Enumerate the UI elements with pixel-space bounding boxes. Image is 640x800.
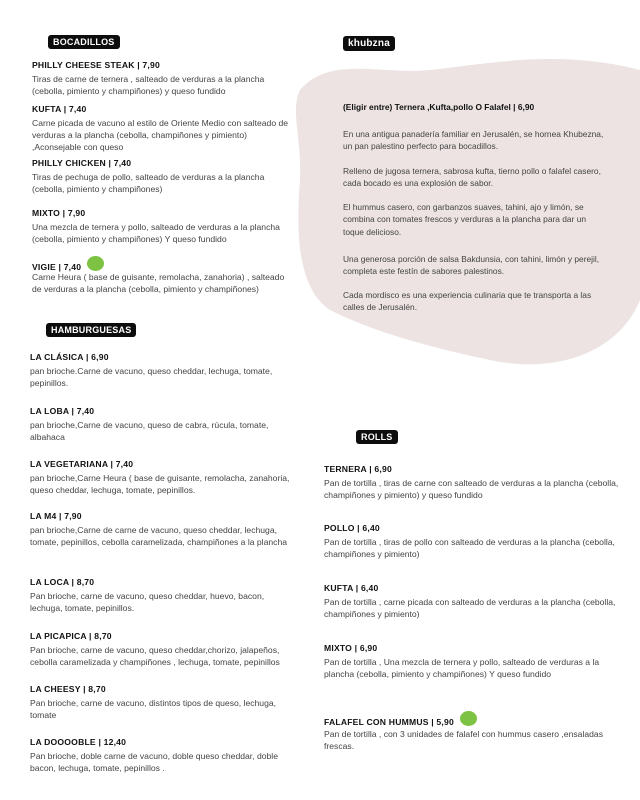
- menu-item-description: pan brioche,Carne Heura ( base de guisante, remolacha, zanahoria, queso cheddar, lechuga, tomate, pepinillos.: [30, 473, 290, 496]
- menu-item: [30, 630, 292, 668]
- menu-item-title-text: LA LOCA | 8,70: [30, 577, 95, 587]
- menu-item-title: [30, 458, 292, 470]
- menu-item-description: Pan de tortilla , tiras de carne con salteado de verduras a la plancha (cebolla, champiñones y pimiento) y queso fundido: [324, 478, 619, 501]
- menu-item: [30, 458, 292, 496]
- menu-item-description: Tiras de carne de ternera , salteado de verduras a la plancha (cebolla, pimiento y champiñones) y queso fundido: [32, 74, 265, 97]
- menu-item-description: Pan brioche, carne de vacuno, queso cheddar, huevo, bacon, lechuga, tomate, pepinillos.: [30, 591, 265, 614]
- menu-item: [32, 59, 294, 97]
- menu-item-title-text: LA VEGETARIANA | 7,40: [30, 459, 134, 469]
- menu-item: [324, 463, 624, 501]
- menu-item-description: Una mezcla de ternera y pollo, salteado de verduras a la plancha (cebolla, pimiento y champiñones) Y queso fundido: [32, 222, 280, 245]
- menu-item-title: [324, 642, 624, 654]
- menu-item-title-text: MIXTO | 6,90: [324, 643, 378, 653]
- menu-item-title-text: LA PICAPICA | 8,70: [30, 631, 112, 641]
- vegan-badge-icon: [460, 711, 477, 726]
- menu-item: [32, 207, 294, 245]
- menu-item-title-text: LA CLÁSICA | 6,90: [30, 352, 109, 362]
- menu-item: [32, 103, 294, 154]
- khubzna-paragraph: Relleno de jugosa ternera, sabrosa kufta, tierno pollo o falafel casero, cada bocado es una explosión de sabor.: [343, 166, 601, 189]
- menu-item-title: [324, 463, 624, 475]
- menu-item-title-text: POLLO | 6,40: [324, 523, 380, 533]
- menu-item: [32, 260, 294, 295]
- section-badge-rolls: ROLLS: [356, 430, 398, 444]
- menu-item-title-text: LA M4 | 7,90: [30, 511, 82, 521]
- menu-item-title-text: KUFTA | 7,40: [32, 104, 87, 114]
- khubzna-title: (Eligir entre) Ternera ,Kufta,pollo O Falafel | 6,90: [343, 102, 535, 112]
- menu-item: [324, 582, 624, 620]
- menu-item-description: Pan brioche, carne de vacuno, distintos tipos de queso, lechuga, tomate: [30, 698, 277, 721]
- menu-item-title: [324, 582, 624, 594]
- khubzna-paragraph: Una generosa porción de salsa Bakdunsia, con tahini, limón y perejil, completa este festín de sabores palestinos.: [343, 254, 600, 277]
- menu-item-title: [30, 630, 292, 642]
- menu-item-title-text: TERNERA | 6,90: [324, 464, 392, 474]
- khubzna-paragraph: En una antigua panadería familiar en Jerusalén, se hornea Khubezna, un pan palestino perfecto para bocadillos.: [343, 129, 604, 152]
- menu-item-description: Pan de tortilla , tiras de pollo con salteado de verduras a la plancha (cebolla, champiñones y pimiento): [324, 537, 615, 560]
- menu-item: [324, 642, 624, 680]
- menu-item-title: [32, 103, 294, 115]
- menu-item-title: [30, 351, 292, 363]
- khubzna-paragraph: Cada mordisco es una experiencia culinaria que te transporta a las calles de Jerusalén.: [343, 290, 592, 313]
- menu-item-title: [30, 683, 292, 695]
- menu-item-title-text: LA LOBA | 7,40: [30, 406, 95, 416]
- menu-item-title: [30, 736, 292, 748]
- menu-item-title-text: FALAFEL CON HUMMUS | 5,90: [324, 716, 454, 727]
- vegan-badge-icon: [87, 256, 104, 271]
- menu-item-description: Pan de tortilla , Una mezcla de ternera y pollo, salteado de verduras a la plancha (cebolla, pimiento y champiñones) Y queso fundido: [324, 657, 600, 680]
- menu-item-title: [30, 510, 292, 522]
- section-badge-khubzna: khubzna: [343, 36, 395, 51]
- menu-item-description: Pan brioche, doble carne de vacuno, doble queso cheddar, doble bacon, lechuga, tomate, pepinillos .: [30, 751, 278, 774]
- menu-item-title: [32, 59, 294, 71]
- menu-item-description: Tiras de pechuga de pollo, salteado de verduras a la plancha (cebolla, pimiento y champiñones): [32, 172, 265, 195]
- menu-item-title-text: KUFTA | 6,40: [324, 583, 379, 593]
- menu-item: [324, 522, 624, 560]
- section-badge-hamburguesas: HAMBURGUESAS: [46, 323, 136, 337]
- menu-item: [30, 405, 292, 443]
- menu-item-title: [32, 157, 294, 169]
- section-badge-bocadillos: BOCADILLOS: [48, 35, 120, 49]
- menu-item-description: Carne picada de vacuno al estilo de Oriente Medio con salteado de verduras a la plancha (cebolla, champiñones y pimiento) ,Aconsejable con queso: [32, 118, 289, 153]
- menu-item-description: pan brioche,Carne de carne de vacuno, queso cheddar, lechuga, tomate, pepinillos, cebolla caramelizada, champiñones a la plancha: [30, 525, 288, 548]
- menu-item-description: Pan brioche, carne de vacuno, queso cheddar,chorizo, jalapeños, cebolla caramelizada y champiñones , lechuga, tomate, pepinillos: [30, 645, 280, 668]
- menu-item-title-text: PHILLY CHICKEN | 7,40: [32, 158, 132, 168]
- menu-item-description: Carne Heura ( base de guisante, remolacha, zanahoria) , salteado de verduras a la plancha (cebolla, pimiento y champiñones): [32, 272, 285, 295]
- menu-item: [30, 683, 292, 721]
- menu-item: [30, 576, 292, 614]
- khubzna-paragraph: El hummus casero, con garbanzos suaves, tahini, ajo y limón, se combina con tomates frescos y verduras a la plancha para dar un toque delicioso.: [343, 202, 587, 237]
- menu-item-title-text: LA CHEESY | 8,70: [30, 684, 106, 694]
- menu-item-title: [30, 576, 292, 588]
- menu-item-title-text: MIXTO | 7,90: [32, 208, 86, 218]
- menu-item: [32, 157, 294, 195]
- menu-item-title-text: LA DOOOOBLE | 12,40: [30, 737, 127, 747]
- menu-item-title: [324, 522, 624, 534]
- menu-item-title: [30, 405, 292, 417]
- menu-item-title-text: PHILLY CHEESE STEAK | 7,90: [32, 60, 160, 70]
- menu-item: [324, 715, 624, 752]
- menu-item: [30, 736, 292, 774]
- menu-item-description: pan brioche,Carne de vacuno, queso de cabra, rúcula, tomate, albahaca: [30, 420, 269, 443]
- menu-item-title-text: VIGIE | 7,40: [32, 261, 82, 272]
- menu-item-description: Pan de tortilla , carne picada con salteado de verduras a la plancha (cebolla, champiñones y pimiento): [324, 597, 616, 620]
- menu-item-description: pan brioche.Carne de vacuno, queso cheddar, lechuga, tomate, pepinillos.: [30, 366, 273, 389]
- menu-item: [30, 510, 292, 548]
- menu-item-title: [32, 207, 294, 219]
- menu-item: [30, 351, 292, 389]
- menu-item-description: Pan de tortilla , con 3 unidades de falafel con hummus casero ,ensaladas frescas.: [324, 729, 603, 752]
